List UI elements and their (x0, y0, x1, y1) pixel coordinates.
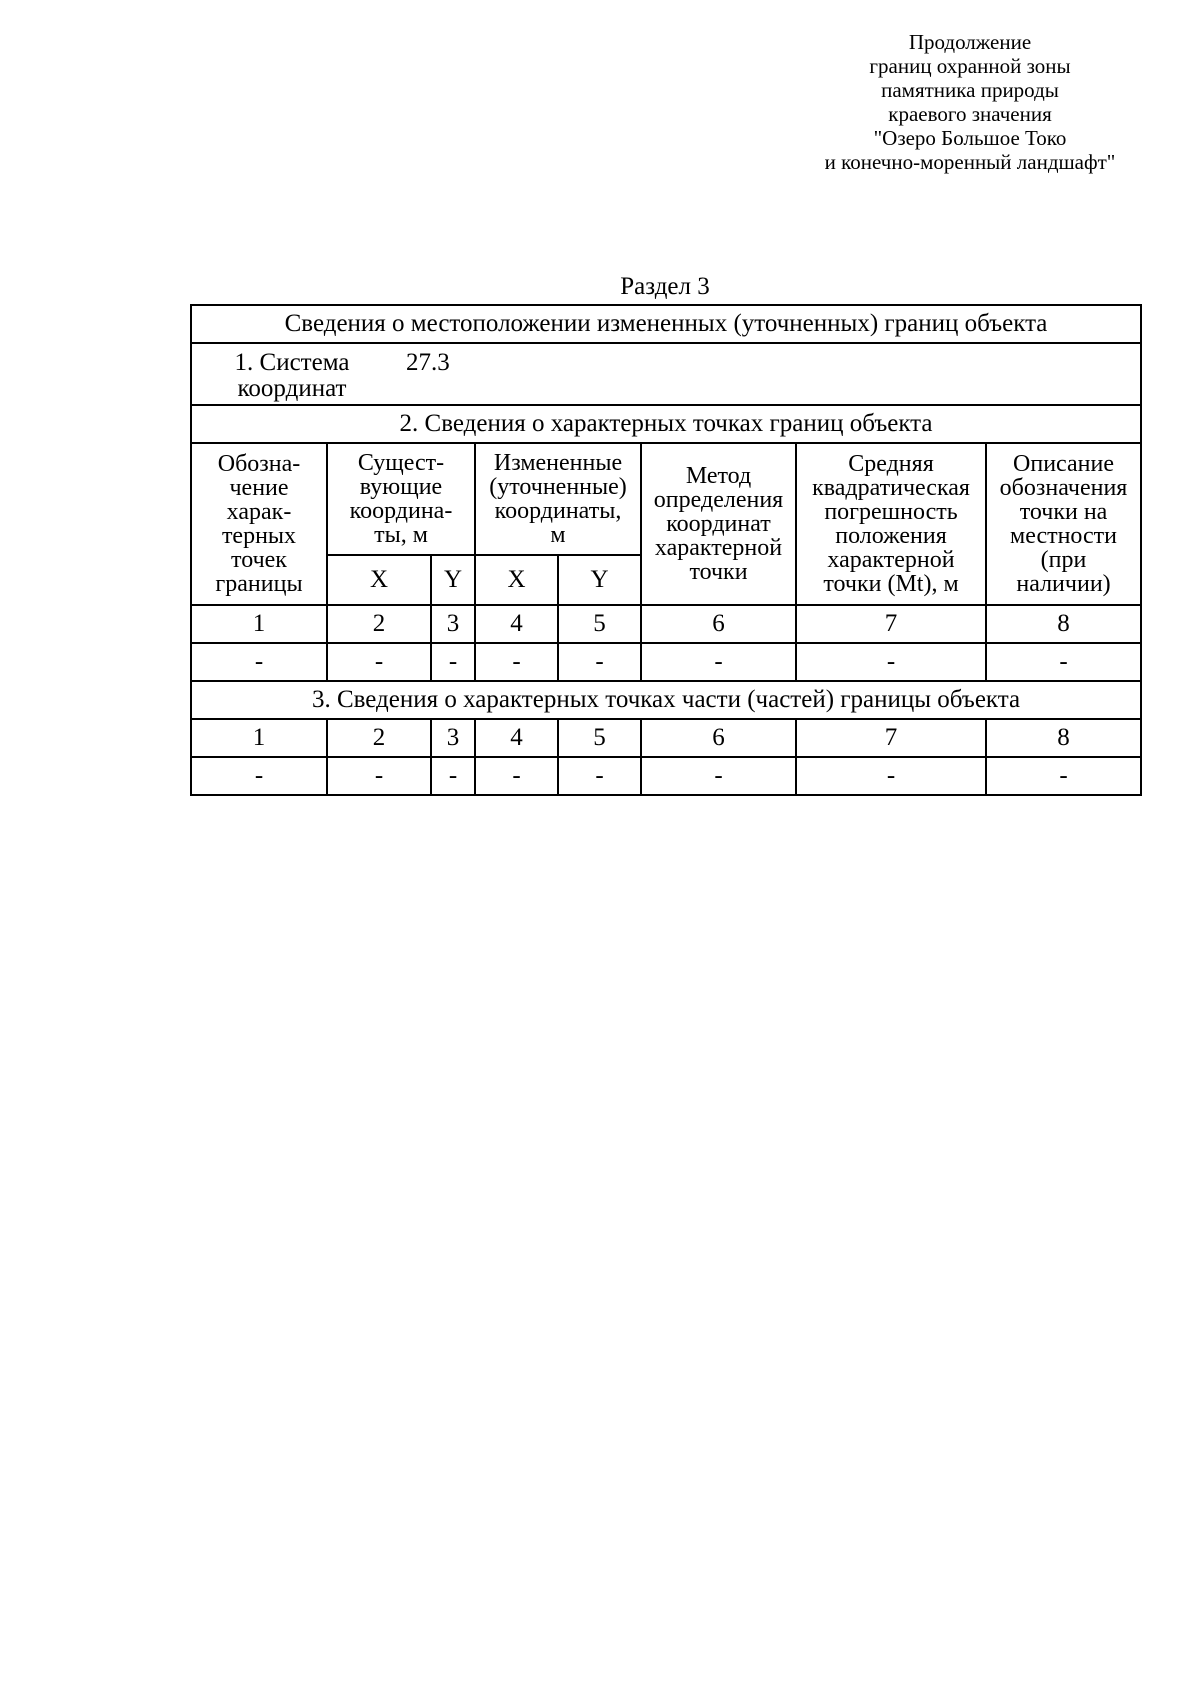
header-text: наличии) (1016, 571, 1111, 597)
header-text: Средняя (848, 451, 934, 477)
header-text: характерной (827, 547, 955, 573)
header-text: точки (689, 559, 748, 585)
column-number: 8 (986, 719, 1141, 757)
boundary-table (190, 304, 1142, 796)
header-text: координат (666, 511, 771, 537)
header-text: (уточненные) (489, 474, 627, 500)
header-line: и конечно-моренный ландшафт" (824, 150, 1116, 174)
column-number: 5 (558, 605, 641, 643)
header-text: точки на (1019, 499, 1108, 525)
coordinate-system-label-line: 1. Система (234, 349, 350, 376)
table-row (191, 757, 1141, 795)
column-number: 2 (327, 605, 431, 643)
coordinate-system-label (192, 350, 392, 402)
table-cell: - (431, 643, 475, 681)
column-number: 4 (475, 605, 558, 643)
table-cell: - (986, 757, 1141, 795)
header-text: харак- (226, 499, 292, 525)
header-line: памятника природы (881, 78, 1059, 102)
col-header-existing-coords (327, 443, 475, 555)
header-text: квадратическая (812, 475, 970, 501)
table-cell: - (558, 643, 641, 681)
table-cell: - (558, 757, 641, 795)
header-text: чение (229, 475, 289, 501)
header-text: местности (1010, 523, 1118, 549)
header-text: положения (835, 523, 947, 549)
table-cell: - (796, 643, 986, 681)
column-number: 1 (191, 605, 327, 643)
table-row (191, 643, 1141, 681)
col-header-description (986, 443, 1141, 605)
col-header-mean-square-error (796, 443, 986, 605)
col-header-existing-x: X (327, 555, 431, 605)
table-cell: - (475, 643, 558, 681)
header-text: характерной (654, 535, 783, 561)
column-number: 3 (431, 719, 475, 757)
header-text: погрешность (824, 499, 958, 525)
header-text: координаты, (494, 498, 622, 524)
header-text: терных (221, 523, 297, 549)
table-cell: - (641, 643, 796, 681)
header-line: "Озеро Большое Токо (873, 126, 1067, 150)
coordinate-system-label-line: координат (237, 375, 347, 402)
table-cell: - (431, 757, 475, 795)
column-number: 7 (796, 605, 986, 643)
col-header-changed-x: X (475, 555, 558, 605)
header-text: точек (231, 547, 287, 573)
table-cell: - (475, 757, 558, 795)
header-line: границ охранной зоны (869, 54, 1071, 78)
header-text: Описание (1013, 451, 1114, 477)
col-header-changed-coords (475, 443, 641, 555)
header-text: границы (215, 571, 303, 597)
header-text: Метод (685, 463, 752, 489)
coordinate-system-value: 27.3 (406, 349, 450, 376)
col-header-designation (191, 443, 327, 605)
column-number: 6 (641, 605, 796, 643)
column-number: 6 (641, 719, 796, 757)
header-line: Продолжение (908, 30, 1032, 54)
column-number: 3 (431, 605, 475, 643)
subsection-3-title: 3. Сведения о характерных точках части (частей) границы объекта (191, 681, 1141, 719)
header-text: обозначения (999, 475, 1128, 501)
header-text: вующие (359, 474, 443, 500)
table-title: Сведения о местоположении измененных (уточненных) границ объекта (191, 305, 1141, 343)
table-cell: - (191, 757, 327, 795)
table-cell: - (327, 643, 431, 681)
col-header-method (641, 443, 796, 605)
table-cell: - (986, 643, 1141, 681)
header-text: точки (Mt), м (823, 571, 959, 597)
coordinate-system-row (191, 343, 1141, 405)
header-text: Обозна- (217, 451, 301, 477)
table-cell: - (796, 757, 986, 795)
table-row (191, 605, 1141, 643)
col-header-changed-y: Y (558, 555, 641, 605)
header-text: ты, м (374, 522, 428, 548)
section-caption: Раздел 3 (620, 273, 710, 300)
header-text: м (550, 522, 566, 548)
column-number: 4 (475, 719, 558, 757)
header-text: Измененные (493, 450, 623, 476)
column-number: 7 (796, 719, 986, 757)
column-number: 1 (191, 719, 327, 757)
header-text: координа- (349, 498, 453, 524)
subsection-2-title: 2. Сведения о характерных точках границ объекта (191, 405, 1141, 443)
table-cell: - (641, 757, 796, 795)
header-line: краевого значения (888, 102, 1052, 126)
table-cell: - (191, 643, 327, 681)
header-text: (при (1040, 547, 1087, 573)
document-header (760, 30, 1180, 174)
column-number: 8 (986, 605, 1141, 643)
column-number: 5 (558, 719, 641, 757)
header-text: Сущест- (357, 450, 445, 476)
table-row (191, 719, 1141, 757)
header-text: определения (653, 487, 784, 513)
col-header-existing-y: Y (431, 555, 475, 605)
column-number: 2 (327, 719, 431, 757)
table-cell: - (327, 757, 431, 795)
